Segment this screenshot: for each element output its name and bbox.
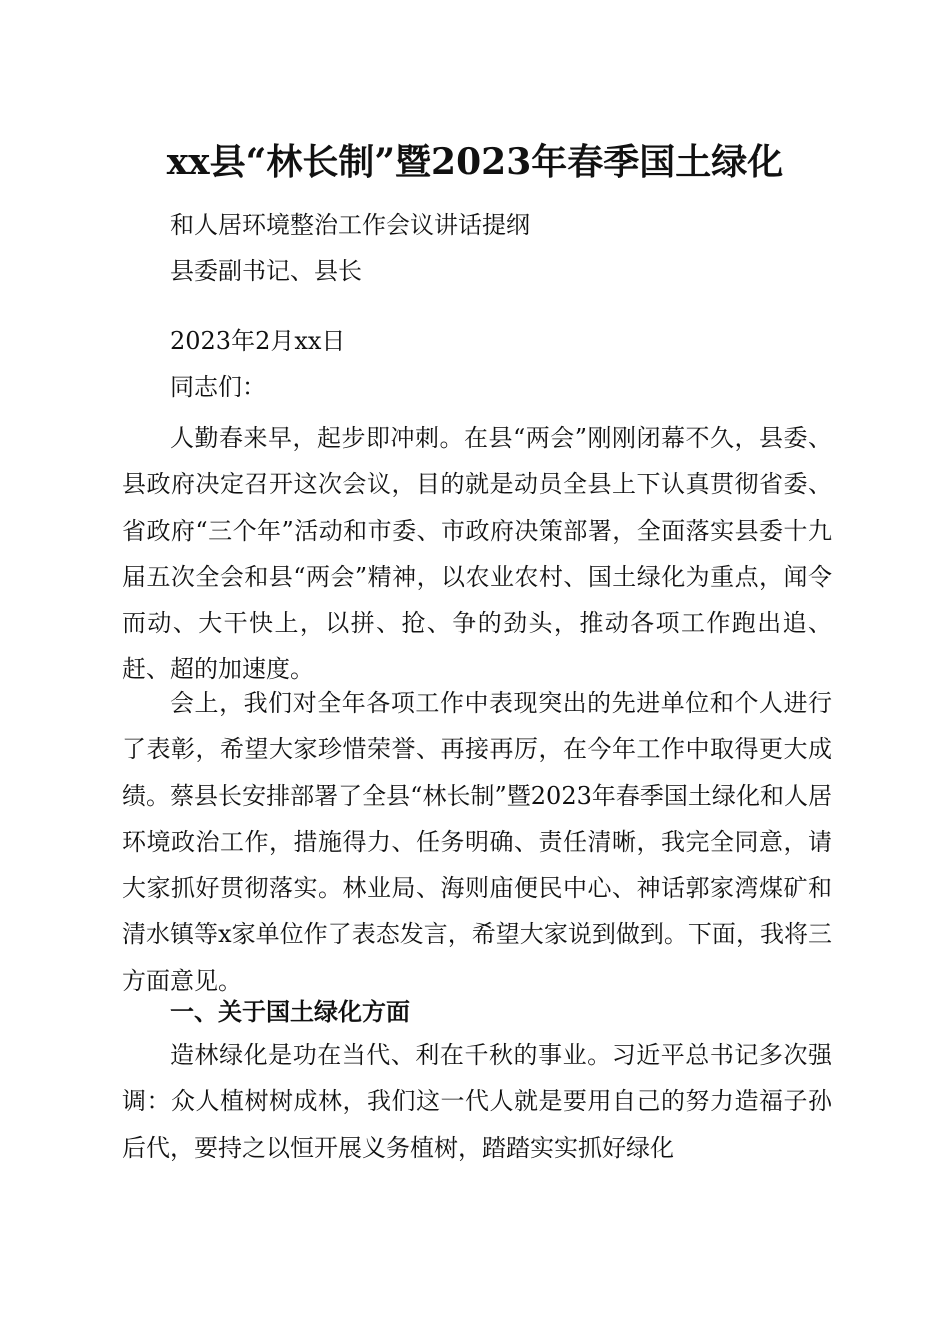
date-line: 2023年2月xx日 <box>170 327 346 355</box>
salutation: 同志们： <box>170 373 266 401</box>
document-title: xx县“林长制”暨2023年春季国土绿化 <box>166 141 784 183</box>
document-subtitle: 和人居环境整治工作会议讲话提纲 <box>170 211 530 239</box>
section-heading: 一、关于国土绿化方面 <box>170 998 410 1026</box>
body-paragraph-1: 人勤春来早，起步即冲刺。在县“两会”刚刚闭幕不久，县委、县政府决定召开这次会议，目的就是动员全县上下认真贯彻省委、省政府“三个年”活动和市委、市政府决策部署，全面落实县委十九届五次全会和县“两会”精神，以农业农村、国土绿化为重点，闻令而动、大干快上，以拼、抢、争的劲头，推动各项工作跑出追、赶、超的加速度。 <box>122 424 832 684</box>
body-paragraph-2: 会上，我们对全年各项工作中表现突出的先进单位和个人进行了表彰，希望大家珍惜荣誉、再接再厉，在今年工作中取得更大成绩。蔡县长安排部署了全县“林长制”暨2023年春季国土绿化和人居环境政治工作，措施得力、任务明确、责任清晰，我完全同意，请大家抓好贯彻落实。林业局、海则庙便民中心、神话郭家湾煤矿和清水镇等x家单位作了表态发言，希望大家说到做到。下面，我将三方面意见。 <box>122 689 832 995</box>
section-paragraph: 造林绿化是功在当代、利在千秋的事业。习近平总书记多次强调：众人植树树成林，我们这一代人就是要用自己的努力造福子孙后代，要持之以恒开展义务植树，踏踏实实抓好绿化 <box>122 1041 832 1162</box>
speaker-line: 县委副书记、县长 <box>170 257 362 285</box>
